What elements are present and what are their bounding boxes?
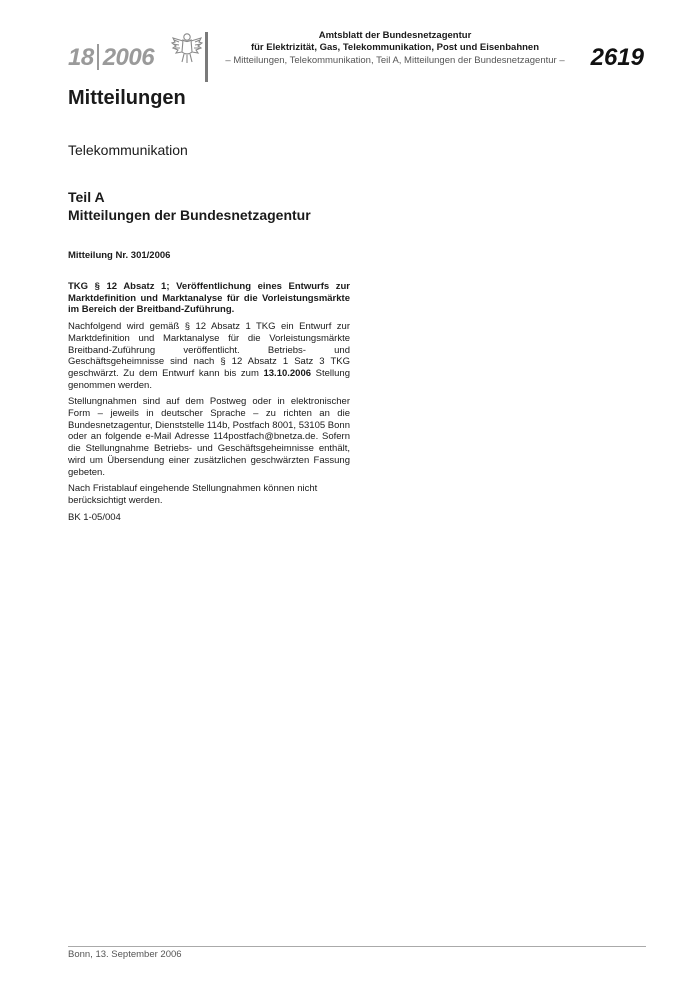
issue-label bbox=[68, 44, 154, 72]
header-subtitle: – Mitteilungen, Telekommunikation, Teil A, Mitteilungen der Bundesnetzagentur – bbox=[225, 55, 565, 66]
part-heading bbox=[68, 188, 311, 224]
page-number: 2619 bbox=[590, 44, 644, 71]
issue-number: 18 bbox=[68, 44, 94, 71]
part-heading-line1: Teil A bbox=[68, 189, 105, 205]
page-title: Mitteilungen bbox=[68, 87, 186, 109]
part-heading-line2: Mitteilungen der Bundesnetzagentur bbox=[68, 207, 311, 223]
footer-place-date: Bonn, 13. September 2006 bbox=[68, 949, 182, 960]
header-title-line2: für Elektrizität, Gas, Telekommunikation, Post und Eisenbahnen bbox=[250, 42, 540, 53]
paragraph-1-text: Nachfolgend wird gemäß § 12 Absatz 1 TKG ein Entwurf zur Marktdefinition und Marktanalyse für die Vorleistungsmärkte Breitband-Zuführung veröffentlicht. Betriebs- und Geschäftsgeheimnisse sind nach § 12 Absatz 1 Satz 3 TKG geschwärzt. Zu dem Entwurf kann bis zum bbox=[68, 321, 350, 379]
header-title-line1: Amtsblatt der Bundesnetzagentur bbox=[318, 30, 472, 41]
reference-code: BK 1-05/004 bbox=[68, 511, 121, 523]
notice-body bbox=[68, 281, 350, 528]
notice-paragraph-3: Nach Fristablauf eingehende Stellungnahmen können nicht berücksichtigt werden. bbox=[68, 483, 318, 506]
section-heading: Telekommunikation bbox=[68, 142, 188, 158]
footer-divider bbox=[68, 946, 646, 947]
notice-paragraph-1 bbox=[68, 321, 350, 391]
deadline-date: 13.10.2006 bbox=[263, 367, 312, 379]
issue-divider bbox=[97, 44, 99, 70]
notice-number: Mitteilung Nr. 301/2006 bbox=[68, 250, 171, 261]
notice-lead: TKG § 12 Absatz 1; Veröffentlichung eines Entwurfs zur Marktdefinition und Marktanalyse für die Vorleistungsmärkte im Bereich der Breitband-Zuführung. bbox=[68, 281, 350, 316]
issue-year: 2006 bbox=[102, 44, 155, 71]
paragraph-1-text-end: Stellung genommen werden. bbox=[68, 367, 350, 391]
notice-paragraph-2: Stellungnahmen sind auf dem Postweg oder in elektronischer Form – jeweils in deutscher Sprache – zu richten an die Bundesnetzagentur, Dienststelle 114b, Postfach 8001, 53105 Bonn oder an folgende e-Mail Adresse 114postfach@bnetza.de. Sofern die Stellungnahme Betriebs- und Geschäftsgeheimnisse enthält, wird um Übersendung einer zusätzlichen geschwärzten Fassung gebeten. bbox=[68, 396, 350, 478]
federal-eagle-icon bbox=[170, 30, 204, 66]
header-divider bbox=[205, 32, 208, 82]
